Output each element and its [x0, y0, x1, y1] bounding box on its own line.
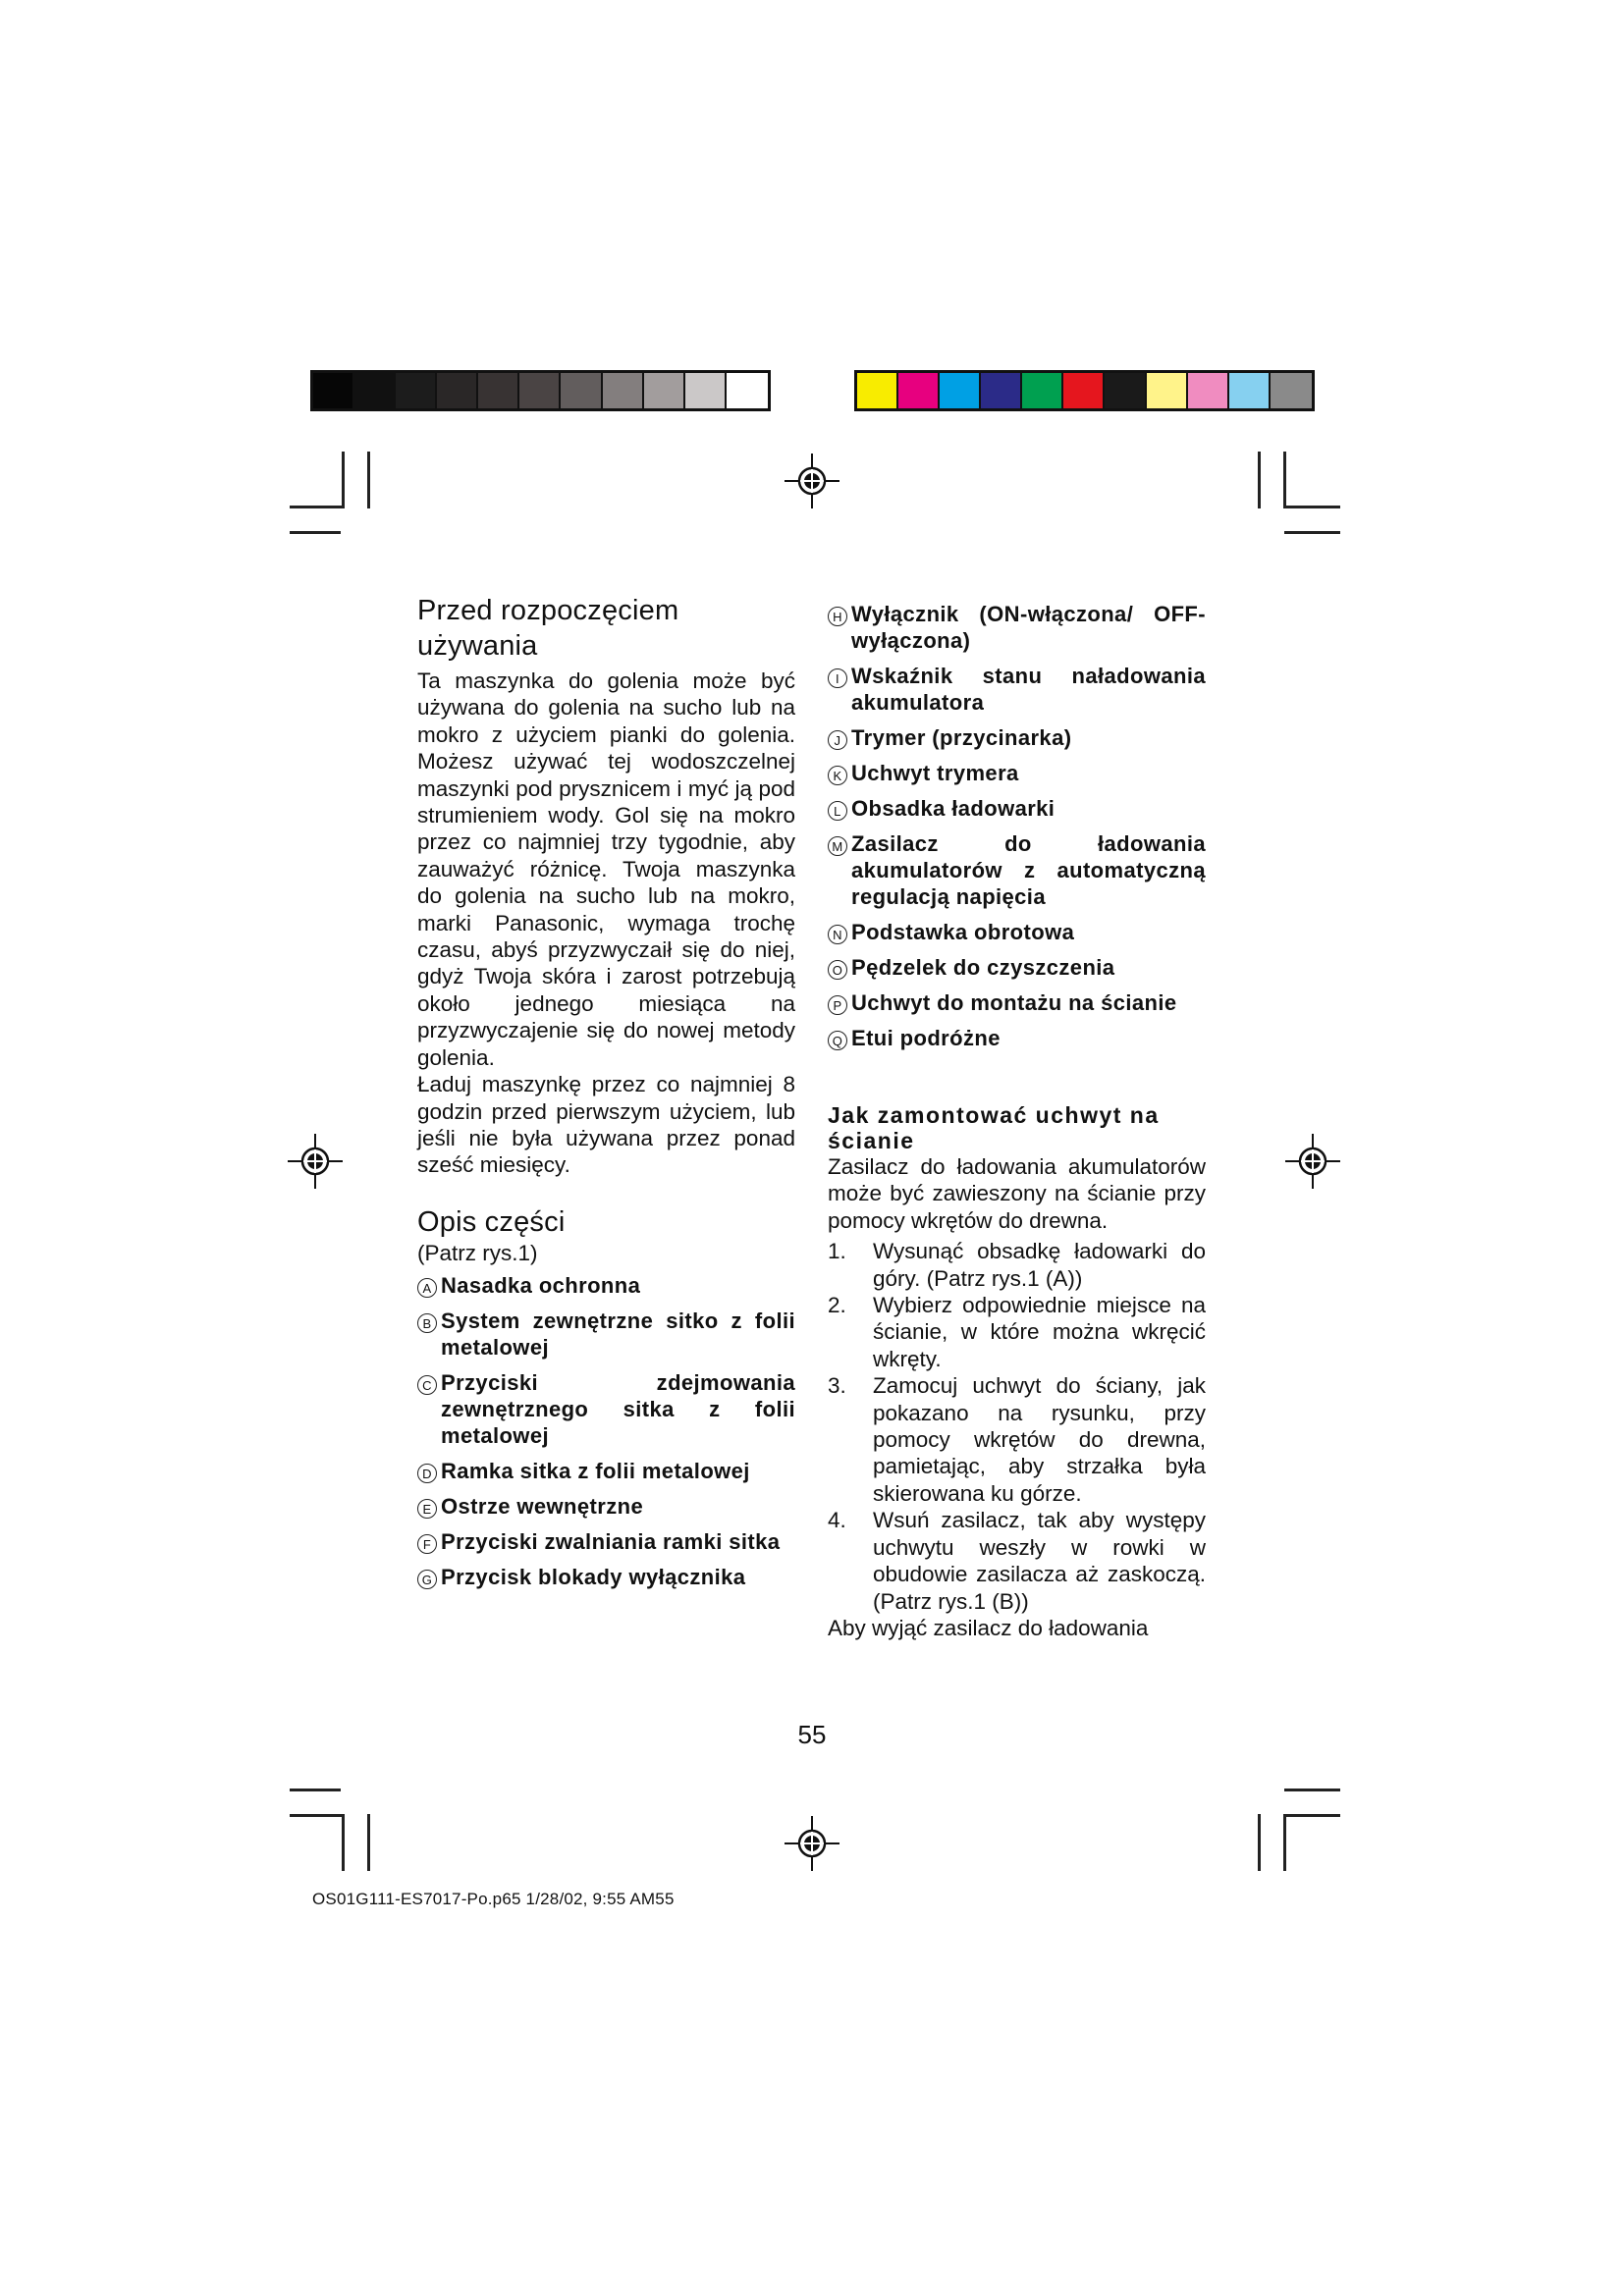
part-label: Ramka sitka z folii metalowej — [441, 1459, 750, 1484]
crop-mark — [290, 1789, 341, 1791]
mount-intro: Zasilacz do ładowania akumulatorów może być zawieszony na ścianie przy pomocy wkrętów do drewna. — [828, 1154, 1206, 1233]
step-number: 2. — [828, 1293, 846, 1318]
crop-mark — [290, 531, 341, 534]
part-item — [417, 1458, 795, 1484]
part-label: Podstawka obrotowa — [851, 920, 1075, 944]
mount-step — [828, 1292, 1206, 1372]
part-letter-badge: A — [417, 1278, 437, 1298]
part-label: Uchwyt trymera — [851, 761, 1019, 785]
registration-mark-icon — [288, 1134, 343, 1189]
crop-mark — [290, 1814, 344, 1817]
part-item — [828, 989, 1206, 1016]
crop-mark — [367, 1814, 370, 1871]
part-item — [828, 724, 1206, 751]
crop-mark — [342, 1814, 345, 1871]
grayscale-color-bar — [310, 370, 771, 411]
crop-mark — [1258, 1814, 1261, 1871]
crop-mark — [290, 506, 344, 508]
part-letter-badge: N — [828, 925, 847, 944]
left-column — [417, 593, 795, 1599]
right-column — [828, 601, 1206, 1641]
color-swatch — [1147, 373, 1188, 408]
crop-mark — [342, 452, 345, 508]
registration-mark-icon — [785, 1816, 839, 1871]
color-swatch — [857, 373, 898, 408]
crop-mark — [1258, 452, 1261, 508]
part-letter-badge: D — [417, 1464, 437, 1483]
mount-steps-list — [828, 1238, 1206, 1615]
part-item — [417, 1308, 795, 1361]
part-item — [828, 919, 1206, 945]
part-label: Przyciski zwalniania ramki sitka — [441, 1529, 781, 1555]
step-text: Zamocuj uchwyt do ściany, jak pokazano na rysunku, przy pomocy wkrętów do drewna, pamietając, aby strzałka była skierowana ku górze. — [873, 1373, 1206, 1506]
part-item — [417, 1272, 795, 1299]
process-color-bar — [854, 370, 1315, 411]
color-swatch — [603, 373, 644, 408]
color-swatch — [727, 373, 768, 408]
mount-step — [828, 1238, 1206, 1292]
part-label: Zasilacz do ładowania akumulatorów z automatyczną regulacją napięcia — [851, 831, 1206, 909]
color-swatch — [1022, 373, 1063, 408]
crop-mark — [1283, 1814, 1340, 1817]
part-label: Wyłącznik (ON-włączona/ OFF-wyłączona) — [851, 602, 1206, 653]
registration-mark-icon — [785, 454, 839, 508]
file-footer: OS01G111-ES7017-Po.p65 1/28/02, 9:55 AM55 — [312, 1890, 675, 1908]
color-swatch — [561, 373, 602, 408]
crop-mark — [1283, 506, 1340, 508]
step-text: Wysunąć obsadkę ładowarki do góry. (Patrz rys.1 (A)) — [873, 1239, 1206, 1291]
part-letter-badge: O — [828, 960, 847, 980]
crop-mark — [1283, 452, 1286, 508]
color-swatch — [940, 373, 981, 408]
part-label: Wskaźnik stanu naładowania akumulatora — [851, 664, 1206, 715]
before-use-paragraph: Ta maszynka do golenia może być używana do golenia na sucho lub na mokro z użyciem pianki do golenia. Możesz używać tej wodoszczelnej maszynki pod prysznicem i myć ją pod strumieniem wody. Gol się na mokro przez co najmniej trzy tygodnie, aby zauważyć różnicę. Twoja maszynka do golenia na sucho lub na mokro, marki Panasonic, wymaga trochę czasu, abyś przyzwyczaił się do niej, gdyż Twoja skóra i zarost potrzebują około jednego miesiąca na przyzwyczajenie się do nowej metody golenia. — [417, 668, 795, 1070]
part-item — [828, 954, 1206, 981]
part-item — [828, 830, 1206, 910]
part-item — [417, 1564, 795, 1590]
part-label: Przycisk blokady wyłącznika — [441, 1565, 746, 1590]
part-letter-badge: F — [417, 1534, 437, 1554]
part-letter-badge: H — [828, 607, 847, 626]
registration-mark-icon — [1285, 1134, 1340, 1189]
part-letter-badge: J — [828, 730, 847, 750]
color-swatch — [1105, 373, 1146, 408]
part-label: Przyciski zdejmowania zewnętrznego sitka z folii metalowej — [441, 1370, 795, 1449]
color-swatch — [478, 373, 519, 408]
section-title-line: Przed rozpoczęciem — [417, 595, 679, 626]
color-swatch — [396, 373, 437, 408]
part-label: System zewnętrzne sitko z folii metalowej — [441, 1308, 795, 1361]
part-item — [417, 1369, 795, 1449]
mount-trailing-text: Aby wyjąć zasilacz do ładowania — [828, 1615, 1149, 1640]
color-swatch — [519, 373, 561, 408]
part-label: Nasadka ochronna — [441, 1273, 641, 1299]
section-title-parts: Opis części — [417, 1205, 566, 1238]
part-label: Pędzelek do czyszczenia — [851, 955, 1115, 980]
part-item — [828, 663, 1206, 716]
color-swatch — [354, 373, 396, 408]
mount-step — [828, 1507, 1206, 1615]
crop-mark — [1283, 1814, 1286, 1871]
figure-reference: (Patrz rys.1) — [417, 1240, 538, 1265]
step-number: 4. — [828, 1508, 846, 1533]
color-swatch — [1229, 373, 1271, 408]
part-item — [828, 795, 1206, 822]
part-item — [828, 760, 1206, 786]
color-swatch — [644, 373, 685, 408]
color-swatch — [313, 373, 354, 408]
color-swatch — [685, 373, 727, 408]
crop-mark — [367, 452, 370, 508]
part-letter-badge: E — [417, 1499, 437, 1519]
part-item — [828, 601, 1206, 654]
part-letter-badge: K — [828, 766, 847, 785]
part-letter-badge: L — [828, 801, 847, 821]
part-letter-badge: G — [417, 1570, 437, 1589]
part-letter-badge: I — [828, 668, 847, 688]
color-swatch — [1063, 373, 1105, 408]
part-label: Ostrze wewnętrzne — [441, 1494, 644, 1520]
section-title-line: używania — [417, 630, 538, 662]
part-item — [417, 1528, 795, 1555]
color-swatch — [1271, 373, 1312, 408]
mount-section-title: Jak zamontować uchwyt na ścianie — [828, 1102, 1160, 1153]
mount-step — [828, 1372, 1206, 1507]
part-letter-badge: P — [828, 995, 847, 1015]
part-letter-badge: Q — [828, 1031, 847, 1050]
color-swatch — [437, 373, 478, 408]
part-label: Uchwyt do montażu na ścianie — [851, 990, 1177, 1015]
part-item — [828, 1025, 1206, 1051]
step-text: Wybierz odpowiednie miejsce na ścianie, w które można wkręcić wkręty. — [873, 1293, 1206, 1371]
step-number: 1. — [828, 1239, 846, 1264]
color-swatch — [898, 373, 940, 408]
step-text: Wsuń zasilacz, tak aby występy uchwytu weszły w rowki w obudowie zasilacza aż zaskoczą. (Patrz rys.1 (B)) — [873, 1508, 1206, 1614]
color-swatch — [981, 373, 1022, 408]
parts-list — [417, 1272, 795, 1590]
section-title-before-use — [417, 593, 795, 664]
part-letter-badge: M — [828, 836, 847, 856]
step-number: 3. — [828, 1373, 846, 1399]
part-letter-badge: B — [417, 1313, 437, 1333]
part-label: Obsadka ładowarki — [851, 796, 1056, 821]
crop-mark — [1284, 1789, 1340, 1791]
part-label: Trymer (przycinarka) — [851, 725, 1072, 750]
parts-list — [828, 601, 1206, 1051]
part-letter-badge: C — [417, 1375, 437, 1395]
crop-mark — [1284, 531, 1340, 534]
color-swatch — [1188, 373, 1229, 408]
page-number: 55 — [797, 1720, 827, 1749]
charging-paragraph: Ładuj maszynkę przez co najmniej 8 godzin przed pierwszym użyciem, lub jeśli nie była używana przez ponad sześć miesięcy. — [417, 1072, 795, 1178]
part-item — [417, 1493, 795, 1520]
part-label: Etui podróżne — [851, 1026, 1001, 1050]
